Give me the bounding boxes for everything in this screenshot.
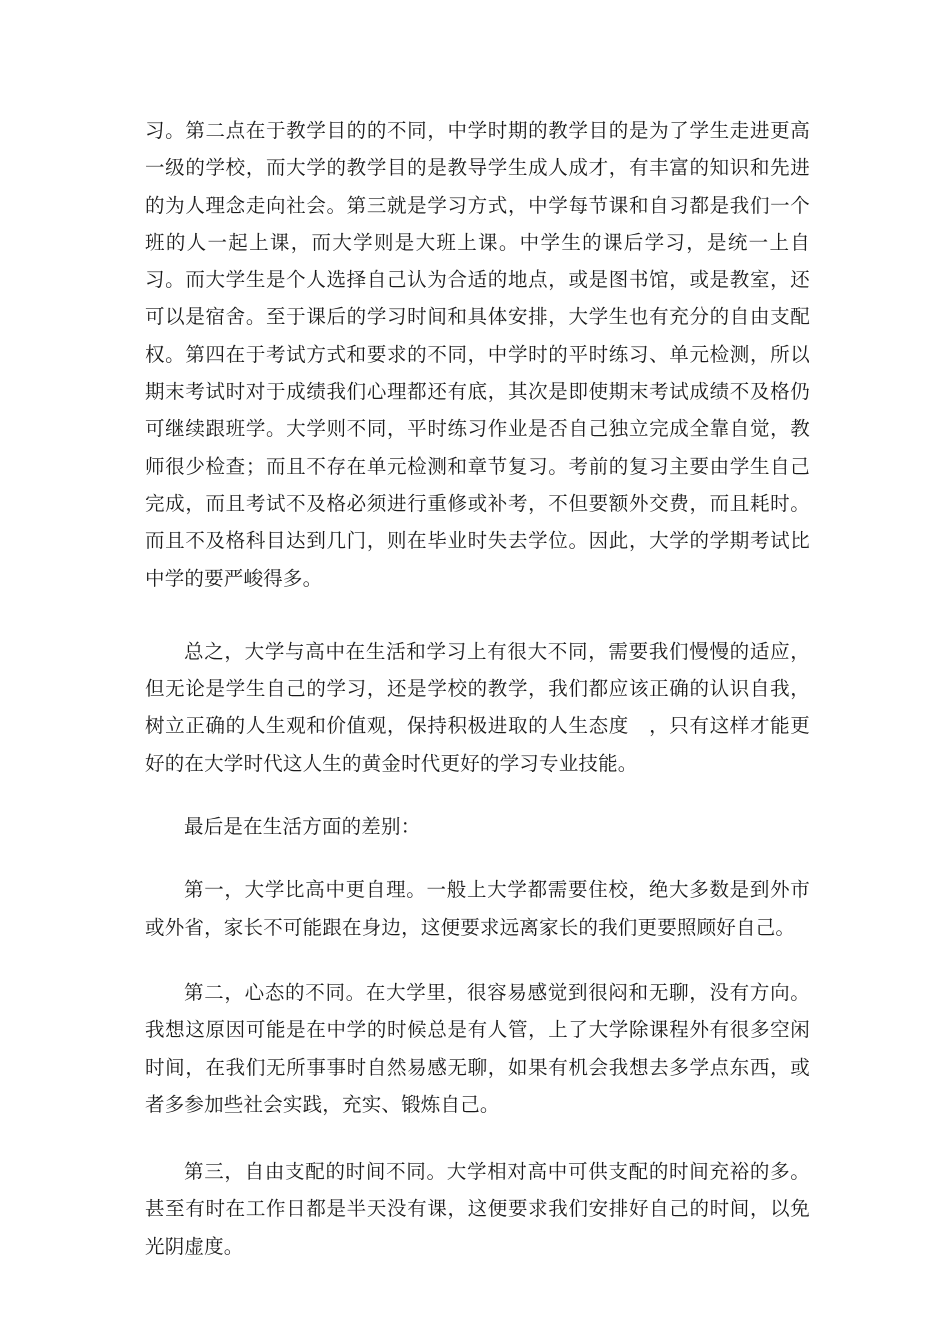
paragraph-second-point: 第二，心态的不同。在大学里，很容易感觉到很闷和无聊，没有方向。我想这原因可能是在中学的时候总是有人管，上了大学除课程外有很多空闲时间，在我们无所事事时自然易感无聊，如果有机会我想去多学点东西，或者多参加些社会实践，充实、锻炼自己。: [145, 980, 810, 1116]
paragraph-study-differences: 习。第二点在于教学目的的不同，中学时期的教学目的是为了学生走进更高一级的学校，而大学的教学目的是教导学生成人成才，有丰富的知识和先进的为人理念走向社会。第三就是学习方式，中学每节课和自习都是我们一个班的人一起上课，而大学则是大班上课。中学生的课后学习，是统一上自习。而大学生是个人选择自己认为合适的地点，或是图书馆，或是教室，还可以是宿舍。至于课后的学习时间和具体安排，大学生也有充分的自由支配权。第四在于考试方式和要求的不同，中学时的平时练习、单元检测，所以期末考试时对于成绩我们心理都还有底，其次是即使期末考试成绩不及格仍可继续跟班学。大学则不同，平时练习作业是否自己独立完成全靠自觉，教师很少检查；而且不存在单元检测和章节复习。考前的复习主要由学生自己完成，而且考试不及格必须进行重修或补考，不但要额外交费，而且耗时。而且不及格科目达到几门，则在毕业时失去学位。因此，大学的学期考试比中学的要严峻得多。: [145, 119, 810, 590]
paragraph-conclusion: 总之，大学与高中在生活和学习上有很大不同，需要我们慢慢的适应，但无论是学生自己的学习，还是学校的教学，我们都应该正确的认识自我，树立正确的人生观和价值观，保持积极进取的人生态度 ，只有这样才能更好的在大学时代这人生的黄金时代更好的学习专业技能。: [145, 639, 810, 775]
paragraph-first-point: 第一，大学比高中更自理。一般上大学都需要住校，绝大多数是到外市或外省，家长不可能跟在身边，这便要求远离家长的我们更要照顾好自己。: [145, 878, 810, 939]
document-body: [145, 112, 810, 1295]
paragraph-third-point: 第三，自由支配的时间不同。大学相对高中可供支配的时间充裕的多。甚至有时在工作日都是半天没有课，这便要求我们安排好自己的时间，以免光阴虚度。: [145, 1160, 810, 1258]
paragraph-life-intro: 最后是在生活方面的差别：: [184, 815, 421, 839]
